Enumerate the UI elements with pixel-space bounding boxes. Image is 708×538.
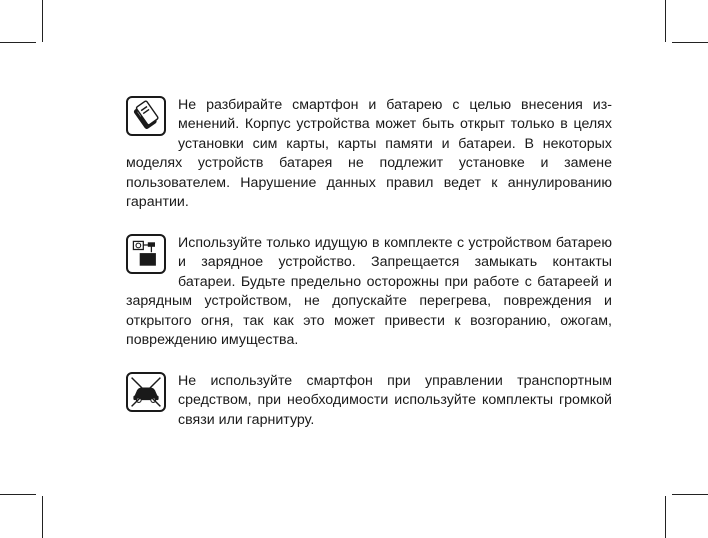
warning-section-battery — [126, 234, 612, 350]
crop-mark — [665, 0, 666, 42]
crop-mark — [672, 42, 708, 43]
warning-section-disassembly — [126, 96, 612, 212]
warning-text: Не разбирайте смартфон и батарею с целью внесения изменений. Корпус устройства может быть открыт только в целях установки сим карты, карты памяти и батареи. В некоторых моделях устройств батарея не подлежит установке и замене пользователем. Нарушение данных правил ведет к аннулированию гарантии. — [126, 97, 612, 211]
crop-mark — [42, 0, 43, 42]
crop-mark — [0, 494, 36, 495]
warning-text: Не используйте смартфон при управлении транспортным средством, при необходимости используйте комплекты громкой связи или гарнитуру. — [178, 373, 612, 428]
warning-text: Используйте только идущую в комплекте с устройством батарею и зарядное устройство. Запрещается замыкать контакты батареи. Будьте предельно осторожны при работе с батареей и зарядным устройством, не допускайте перегрева, повреждения и открытого огня, так как это может привести к возгоранию, ожогам, повреждению имущества. — [126, 235, 612, 349]
no-driving-icon — [126, 372, 166, 412]
crop-mark — [0, 42, 36, 43]
warning-section-driving — [126, 372, 612, 430]
crop-mark — [665, 496, 666, 538]
crop-mark — [42, 496, 43, 538]
battery-charger-icon — [126, 234, 166, 274]
disassembly-prohibited-icon — [126, 96, 166, 136]
crop-mark — [672, 494, 708, 495]
